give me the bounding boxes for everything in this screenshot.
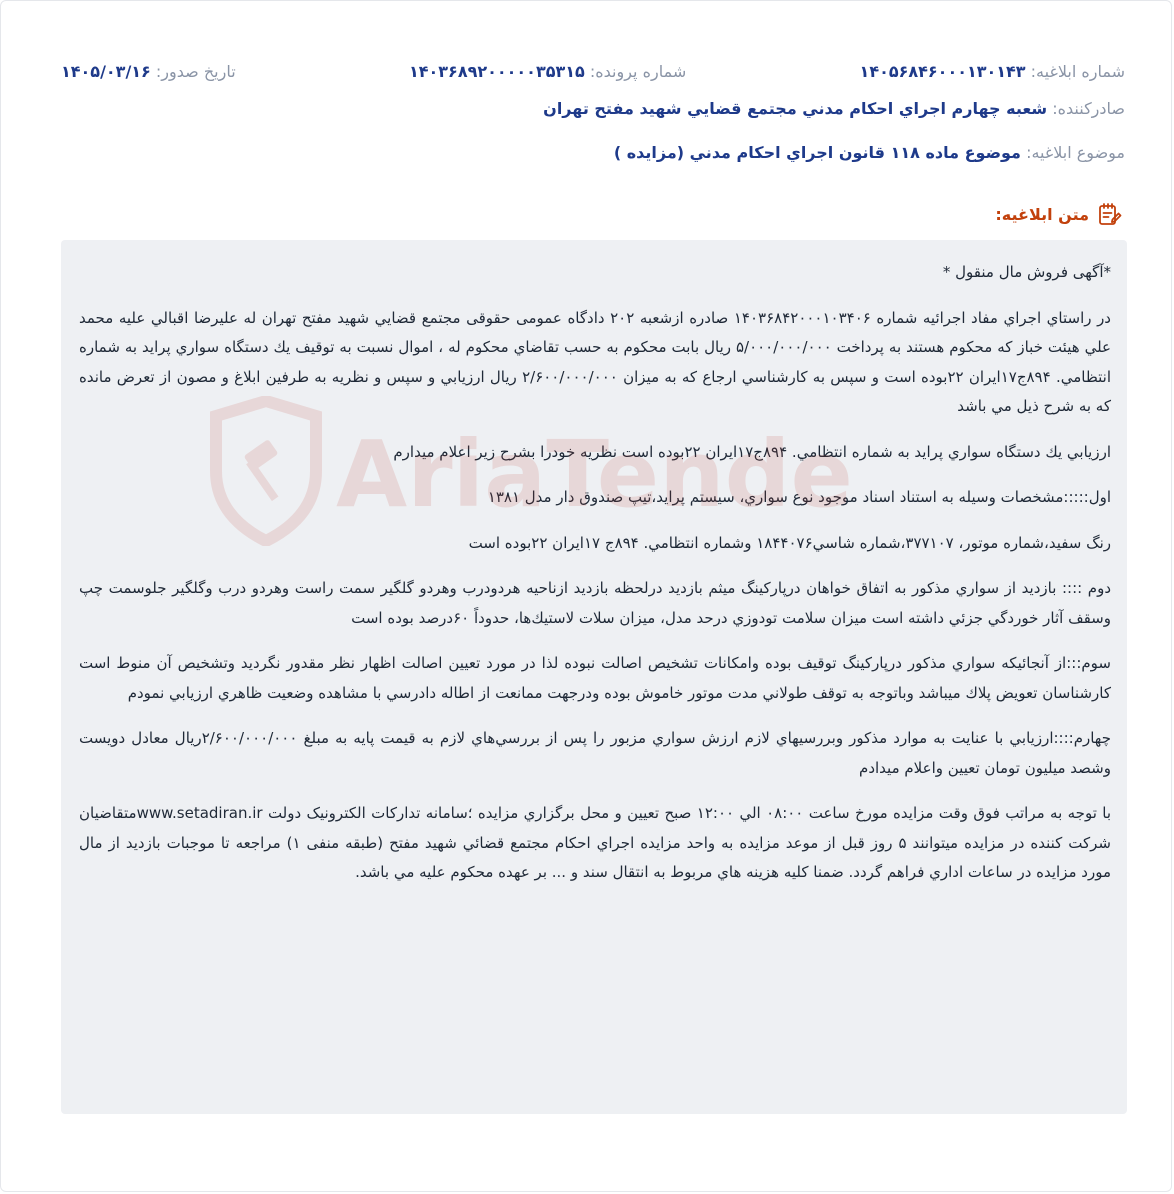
body-paragraph-1: در راستاي اجراي مفاد اجرائيه شماره ۱۴۰۳۶۸۴۲۰۰۰۱۰۳۴۰۶ صادره ازشعبه ۲۰۲ دادگاه عمومی حقوقی مجتمع قضايي شهيد مفتح تهران له عليرضا اقبالي عليه محمد علي هيئت خباز كه محكوم هستند به پرداخت ۵/۰۰۰/۰۰۰/۰۰۰ ريال بابت محكوم به حسب تقاضاي محكوم له ، اموال نسبت به توقيف يك دستگاه سواري پرايد به شماره انتظامي. ۸۹۴ج۱۷ايران ۲۲بوده است و سپس به كارشناسي ارجاع كه به ميزان ۲/۶۰۰/۰۰۰/۰۰۰ ريال ارزيابي و سپس و نظريه به طرفين ابلاغ و مصون از تعرض مانده كه به شرح ذيل مي باشد bbox=[79, 308, 1112, 415]
body-paragraph-heading: *آگهی فروش مال منقول * bbox=[942, 263, 1111, 281]
notice-text-heading bbox=[995, 201, 1123, 227]
body-paragraph-2: ارزيابي يك دستگاه سواري پرايد به شماره انتظامي. ۸۹۴ج۱۷ايران ۲۲بوده است نظريه خودرا بشرح زير اعلام ميدارم bbox=[393, 442, 1111, 461]
subject-label: موضوع ابلاغيه: bbox=[1026, 143, 1125, 162]
case-number bbox=[409, 62, 686, 81]
notice-text-title: متن ابلاغيه: bbox=[995, 204, 1089, 224]
issue-date-label: تاريخ صدور: bbox=[155, 61, 236, 81]
case-number-value: ۱۴۰۳۶۸۹۲۰۰۰۰۰۳۵۳۱۵ bbox=[408, 61, 585, 81]
notice-number-value: ۱۴۰۵۶۸۴۶۰۰۰۱۳۰۱۴۳ bbox=[859, 61, 1026, 81]
body-paragraph-6: سوم:::از آنجائيكه سواري مذكور درپاركينگ توقيف بوده وامكانات تشخيص اصالت نبوده لذا در مورد تعيين اصالت اظهار نظر مقدور نگرديد وتشخيص آن منوط است كارشناسان تعويض پلاك ميباشد وباتوجه به توقف طولاني مدت موتور خاموش بوده ودرجهت ممانعت از اطاله دادرسي با مشاهده وضعيت ظاهري ارزيابي نمودم bbox=[79, 654, 1111, 702]
body-paragraph-8: با توجه به مراتب فوق وقت مزايده مورخ ساعت ۰۸:۰۰ الي ۱۲:۰۰ صبح تعيين و محل برگزاري مزايده ؛سامانه تداركات الكترونيک دولت www.setadiran.irمتقاضيان شركت كننده در مزايده ميتوانند ۵ روز قبل از موعد مزايده به واحد مزايده اجراي احكام مجتمع قضائي شهيد مفتح (طبقه منفی ۱) مراجعه تا موجبات بازديد از مال مورد مزايده در ساعات اداري فراهم گردد. ضمنا كليه هزينه هاي مربوط به انتقال سند و ... بر عهده محكوم عليه مي باشد. bbox=[79, 804, 1112, 881]
body-paragraph-5: دوم :::: بازديد از سواري مذكور به اتفاق خواهان درپاركينگ ميثم بازديد درلحظه بازديد ازناحيه هردودرب وهردو گلگير سمت راست وهردو درب وگلگير جلوسمت چپ وسقف آثار خوردگي جزئي داشته است ميزان سلامت تودوزي درحد مدل، ميزان سلات لاستيك‌ها، حدوداً ۶۰درصد بوده است bbox=[79, 579, 1111, 627]
notice-body bbox=[61, 240, 1127, 1114]
issue-date bbox=[61, 62, 236, 81]
issuer-line bbox=[61, 99, 1125, 118]
subject-value: موضوع ماده ۱۱۸ قانون اجراي احكام مدني (مزايده ) bbox=[613, 143, 1021, 162]
body-paragraph-7: چهارم::::ارزيابي با عنايت به موارد مذكور وبررسيهاي لازم ارزش سواري مزبور را پس از بررسي‌هاي لازم به قيمت پايه به مبلغ ۲/۶۰۰/۰۰۰/۰۰۰ريال معادل دويست وشصد ميليون تومان تعيين واعلام ميدادم bbox=[79, 729, 1111, 777]
document-edit-icon bbox=[1097, 201, 1123, 227]
issuer-value: شعبه چهارم اجراي احكام مدني مجتمع قضايي شهيد مفتح تهران bbox=[543, 99, 1048, 118]
notice-meta-row bbox=[61, 57, 1125, 85]
issue-date-value: ۱۴۰۵/۰۳/۱۶ bbox=[61, 61, 151, 81]
body-paragraph-4: رنگ سفيد،شماره موتور، ۳۷۷۱۰۷،شماره شاسي۱۸۴۴۰۷۶ وشماره انتظامي. ۸۹۴ج ۱۷ايران ۲۲بوده است bbox=[468, 533, 1111, 552]
body-paragraph-3: اول:::::مشخصات وسيله به استناد اسناد موجود نوع سواري، سيستم پرايد،تيپ صندوق دار مدل ۱۳۸۱ bbox=[487, 488, 1111, 506]
subject-line bbox=[61, 143, 1125, 162]
notice-number bbox=[860, 62, 1125, 81]
issuer-label: صادرکننده: bbox=[1052, 99, 1125, 118]
case-number-label: شماره پرونده: bbox=[589, 61, 687, 81]
notice-number-label: شماره ابلاغيه: bbox=[1030, 61, 1125, 81]
